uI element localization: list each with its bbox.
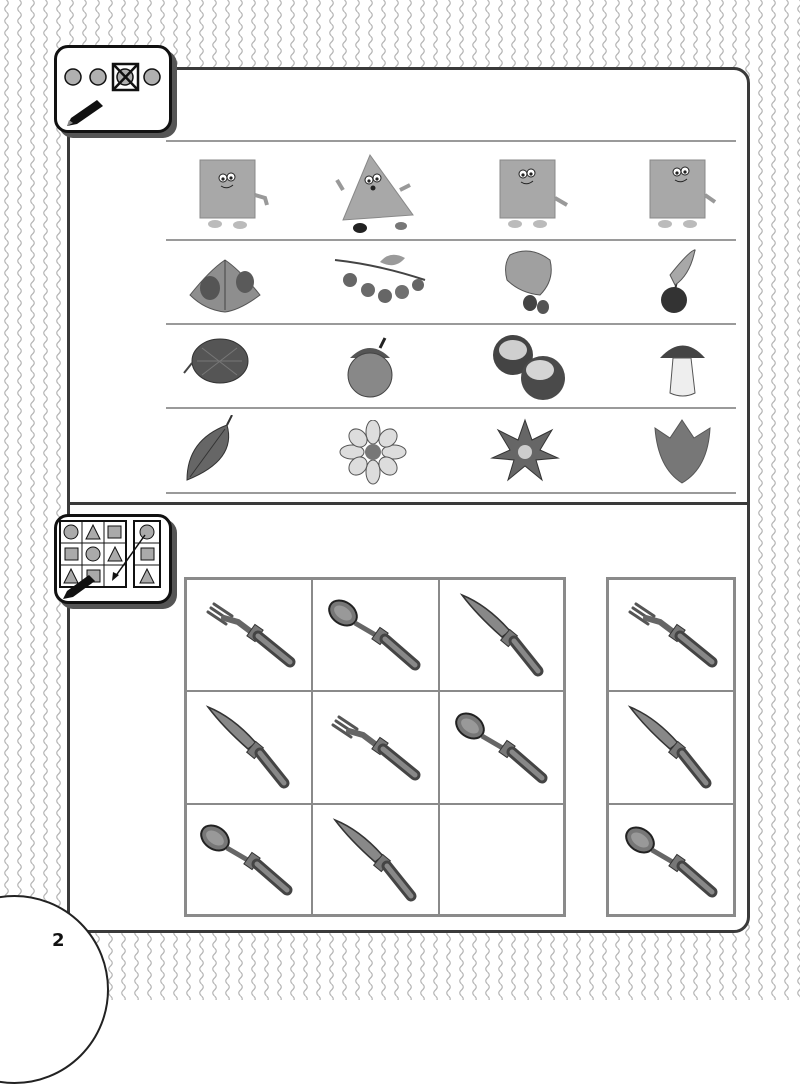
- page-number: 2: [52, 930, 65, 951]
- option-cell[interactable]: [608, 804, 734, 915]
- square-character[interactable]: [185, 150, 275, 235]
- hazelnuts[interactable]: [488, 330, 573, 402]
- section-divider: [67, 502, 750, 505]
- cornflower[interactable]: [490, 418, 560, 483]
- answer-options-column: [606, 577, 736, 917]
- chamomile-flower[interactable]: [338, 420, 408, 485]
- acorn[interactable]: [340, 333, 400, 401]
- tulip[interactable]: [650, 418, 715, 486]
- grid-cell: [312, 804, 439, 915]
- grid-cell: [439, 691, 564, 804]
- row-line: [166, 407, 736, 409]
- grid-cell: [439, 579, 564, 691]
- triangle-character[interactable]: [335, 150, 425, 235]
- cutlery-grid: [184, 577, 566, 917]
- pencil-icon: [67, 100, 103, 126]
- leaf[interactable]: [182, 415, 242, 485]
- strawberry-plant[interactable]: [180, 250, 270, 320]
- row-line: [166, 239, 736, 241]
- cherry[interactable]: [650, 245, 705, 320]
- row-line: [166, 323, 736, 325]
- grid-cell: [186, 691, 312, 804]
- grid-cell: [312, 579, 439, 691]
- circles-with-cross-icon: [57, 48, 169, 130]
- matrix-choose-icon: [57, 517, 169, 601]
- option-cell[interactable]: [608, 691, 734, 804]
- option-cell[interactable]: [608, 579, 734, 691]
- oak-branch-with-acorns[interactable]: [495, 245, 565, 320]
- raspberry-branch[interactable]: [330, 250, 430, 315]
- row-line: [166, 140, 736, 142]
- grid-cell: [186, 579, 312, 691]
- grid-cell: [186, 804, 312, 915]
- pine-cone[interactable]: [182, 333, 252, 393]
- mushroom[interactable]: [655, 333, 710, 401]
- task2-instruction-badge: [54, 514, 172, 604]
- square-character[interactable]: [485, 150, 575, 235]
- task1-instruction-badge: [54, 45, 172, 133]
- square-character[interactable]: [635, 150, 725, 235]
- row-line: [166, 492, 736, 494]
- grid-cell: [312, 691, 439, 804]
- empty-answer-cell[interactable]: [439, 804, 564, 915]
